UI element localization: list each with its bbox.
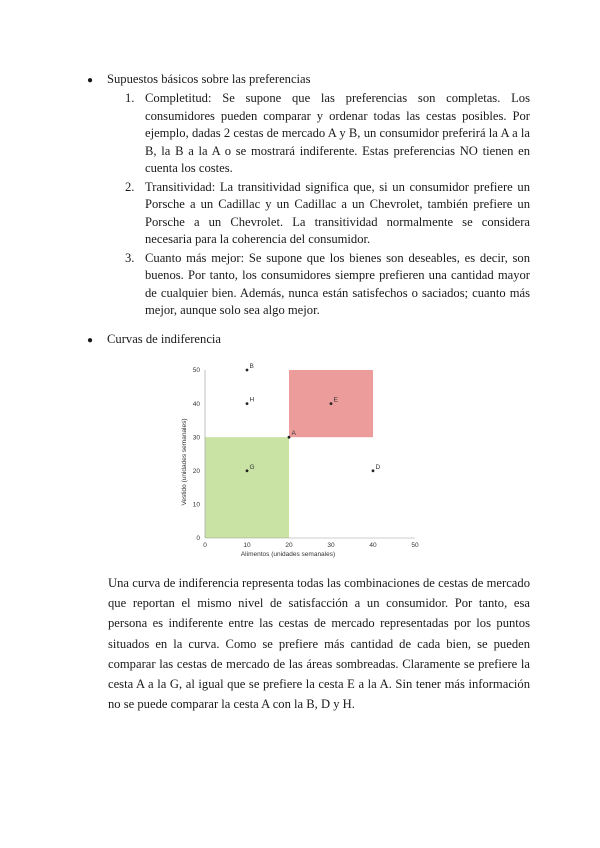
x-tick-label: 30 [327,542,335,549]
x-tick-label: 40 [369,542,377,549]
bullet-dot-icon: ● [87,75,94,86]
assumptions-list [125,90,530,321]
list-number: 2. [125,179,135,194]
y-tick-label: 40 [192,400,200,408]
point-label-D: D [375,463,381,471]
list-item [125,90,530,178]
point-B [246,369,249,372]
list-item [125,179,530,249]
point-label-G: G [249,463,255,471]
y-tick-label: 20 [192,468,200,475]
bullet-heading: Supuestos básicos sobre las preferencias [107,72,311,86]
list-number: 3. [125,250,135,265]
y-axis-label: Vestido (unidades semanales) [181,418,188,506]
list-text: Transitividad: La transitividad significa que, si un consumidor prefiere un Porsche a un Cadillac y un Cadillac a un Chevrolet, también prefiere un Porsche a un Chevrolet. La transitividad normalmente se considera necesaria para la coherencia del consumidor. [145,179,530,246]
list-number: 1. [125,91,135,105]
point-label-H: H [249,396,255,404]
x-axis-label: Alimentos (unidades semanales) [240,551,336,558]
point-G [246,469,249,472]
bullet-dot-icon: ● [87,335,94,346]
bullet-preferencias [87,72,311,87]
x-tick-label: 10 [243,542,251,549]
point-label-A: A [291,430,296,438]
point-H [246,402,249,405]
bullet-heading: Curvas de indiferencia [107,332,221,346]
point-label-B: B [249,363,254,370]
indifference-chart [170,362,430,562]
point-E [330,402,333,405]
x-tick-label: 0 [203,542,207,549]
point-A [288,436,291,439]
list-item [125,250,530,320]
point-D [372,469,375,472]
region-less-preferred [205,437,289,538]
y-tick-label: 30 [192,434,200,442]
list-text: Cuanto más mejor: Se supone que los bienes son deseables, es decir, son buenos. Por tanto, los consumidores siempre prefieren una cantidad mayor de cualquier bien. Además, nunca están satisfechos o saciados; cuanto más mejor, aunque solo sea algo mejor. [145,250,530,317]
y-tick-label: 50 [192,367,200,375]
bullet-curvas [87,332,221,347]
y-tick-label: 0 [196,535,200,543]
x-tick-label: 20 [285,542,293,549]
point-label-E: E [333,396,338,404]
y-tick-label: 10 [192,501,200,509]
list-text: Completitud: Se supone que las preferencias son completas. Los consumidores pueden comparar y ordenar todas las cestas posibles. Por ejemplo, dadas 2 cestas de mercado A y B, un consumidor preferirá la A a la B, la B a la A o se mostrará indiferente. Estas preferencias NO tienen en cuenta los costes. [145,91,530,175]
x-tick-label: 50 [411,542,419,549]
indifference-paragraph: Una curva de indiferencia representa todas las combinaciones de cestas de mercado que reportan el mismo nivel de satisfacción a un consumidor. Por tanto, esa persona es indiferente entre las cestas de mercado representadas por los puntos situados en la curva. Como se prefiere más cantidad de cada bien, se pueden comparar las cestas de mercado de las áreas sombreadas. Claramente se prefiere la cesta A a la G, al igual que se prefiere la cesta E a la A. Sin tener más información no se puede comparar la cesta A con la B, D y H. [108,576,530,712]
